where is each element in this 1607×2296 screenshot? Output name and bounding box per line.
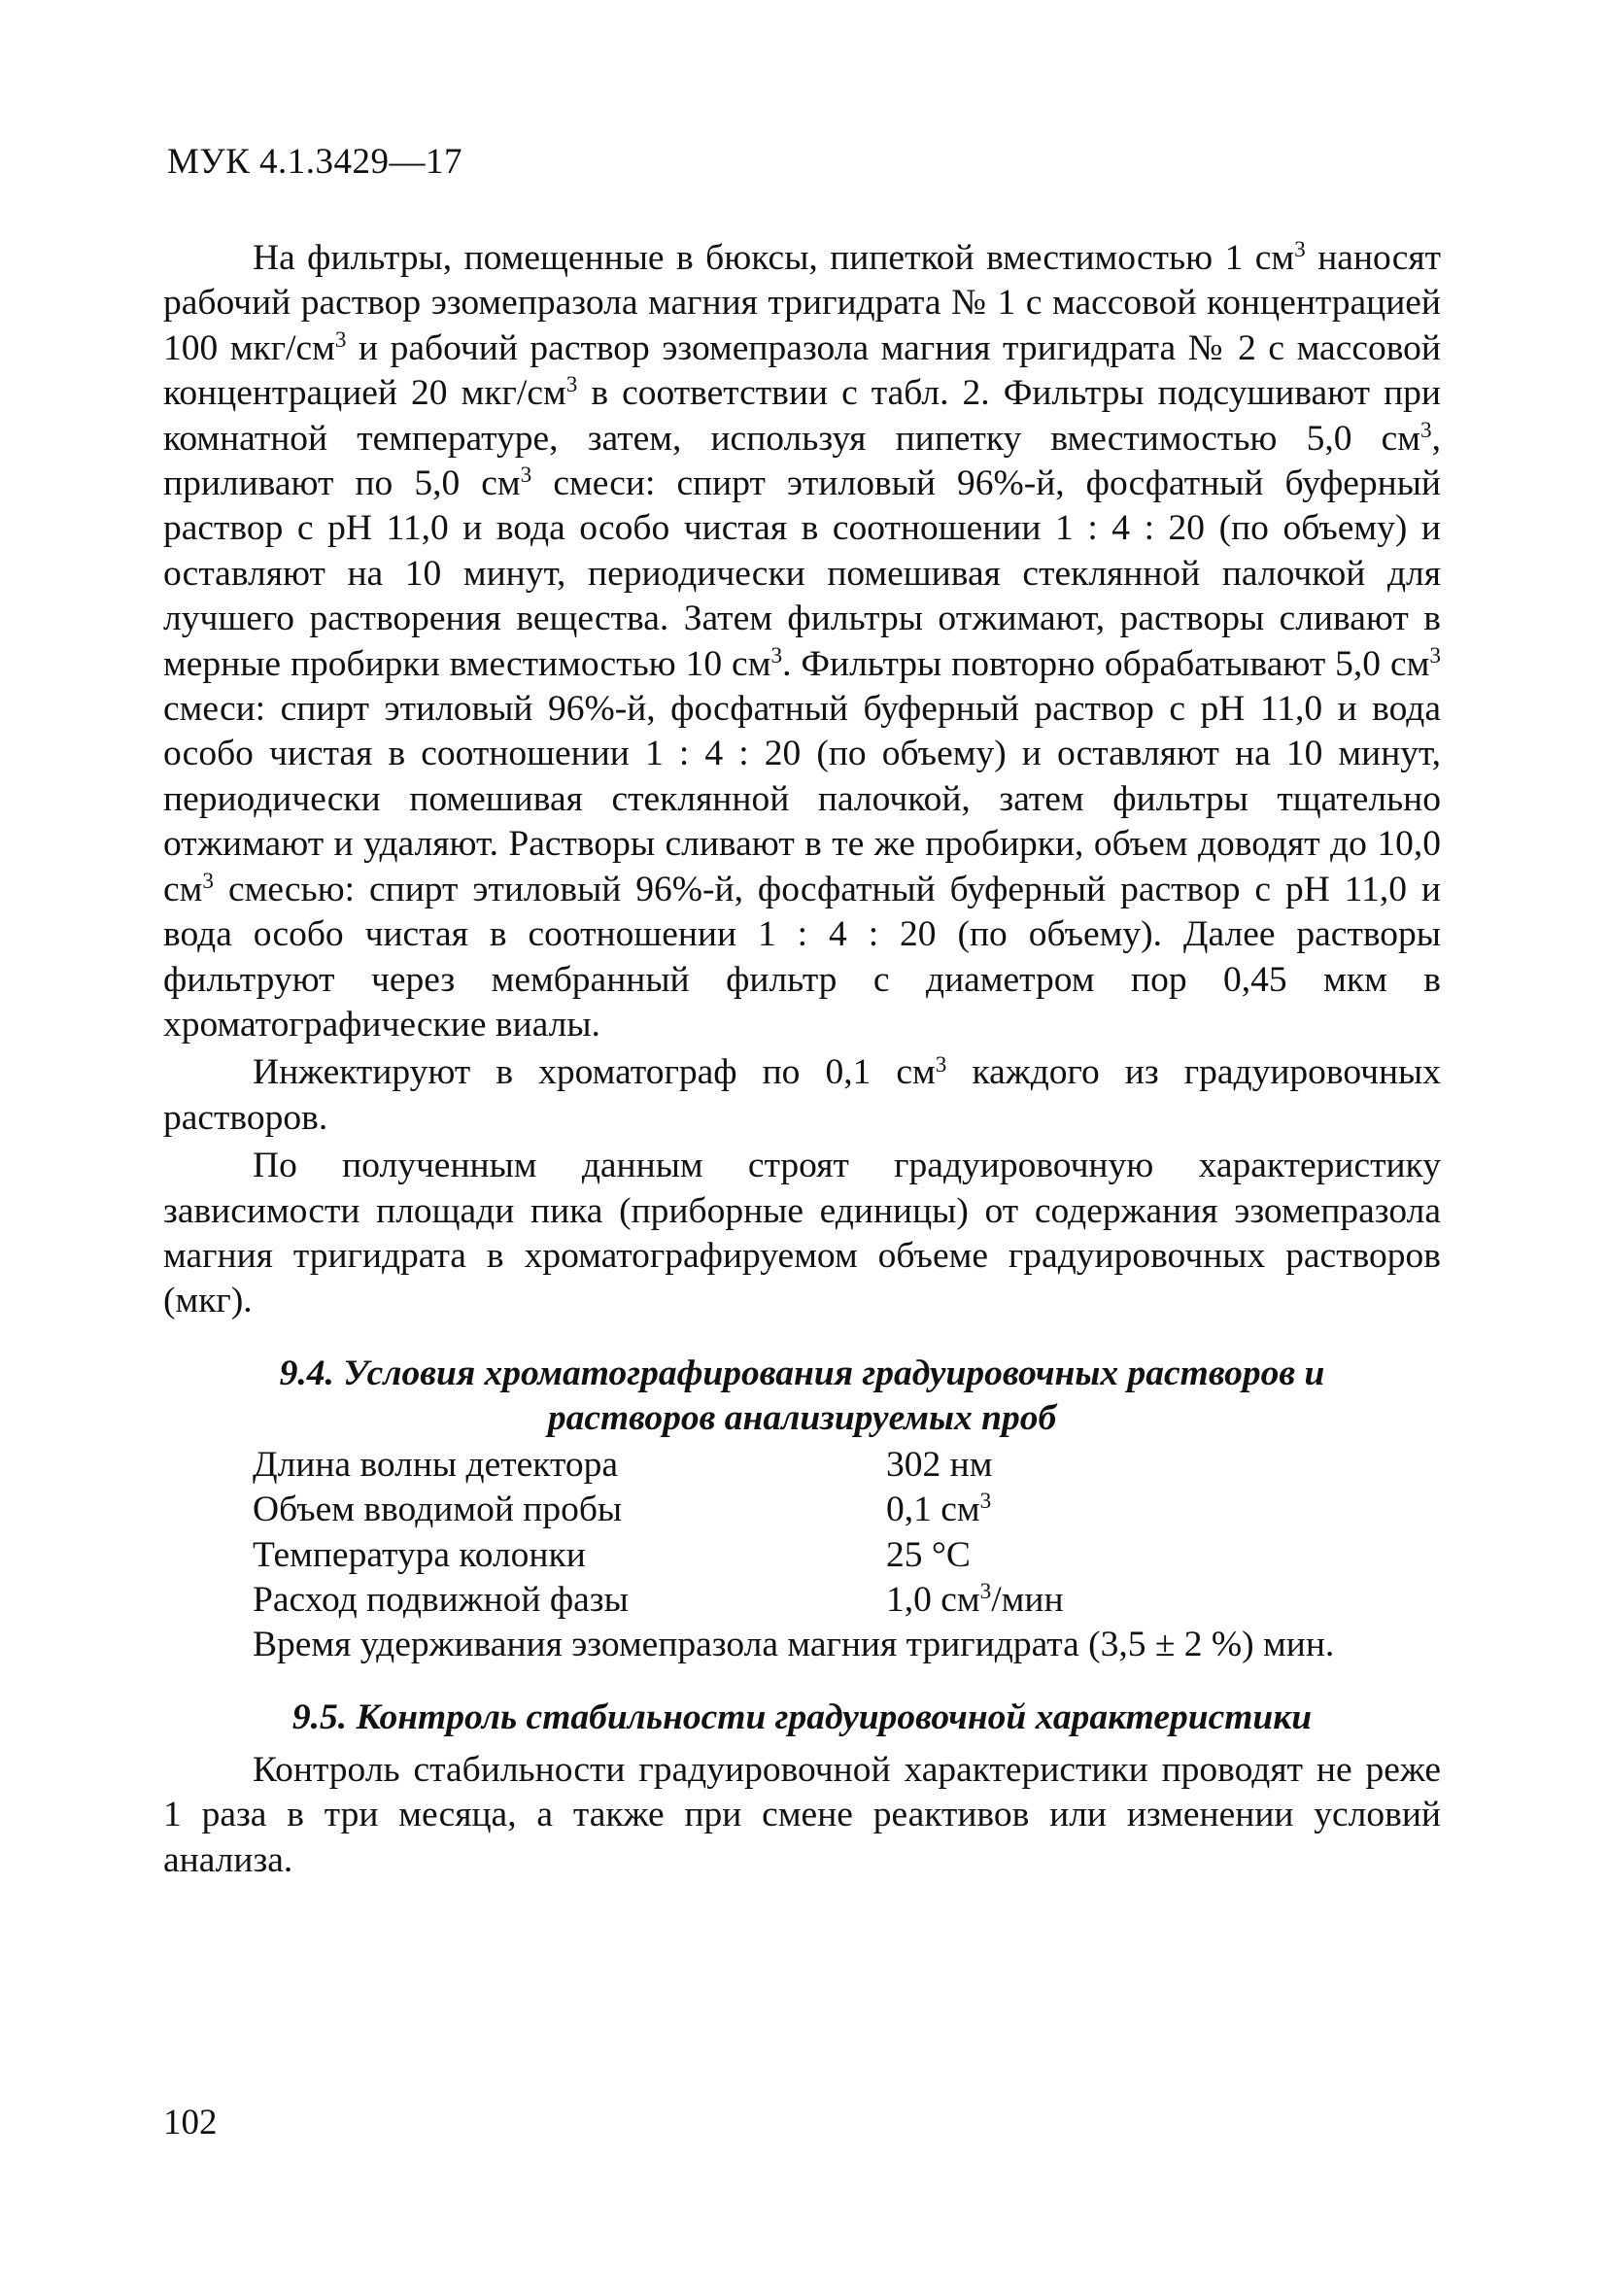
retention-time-line: Время удерживания эзомепразола магния тригидрата (3,5 ± 2 %) мин.	[253, 1625, 1335, 1665]
superscript: 3	[520, 463, 532, 489]
heading-line-2: растворов анализируемых проб	[547, 1397, 1057, 1438]
text-run: На фильтры, помещенные в бюксы, пипеткой вместимостью 1 см	[253, 238, 1295, 278]
parameter-value	[886, 1443, 1441, 1488]
value-text: 25 °С	[886, 1534, 971, 1575]
superscript: 3	[1429, 642, 1441, 668]
page-number: 102	[163, 2103, 218, 2142]
parameter-label: Объем вводимой пробы	[253, 1490, 623, 1530]
paragraph-sample-preparation	[163, 236, 1441, 1047]
paragraph-calibration	[163, 1144, 1441, 1324]
text-run: смесью: спирт этиловый 96%-й, фосфатный буферный раствор с рН 11,0 и вода особо чистая в соотношении 1 : 4 : 20 (по объему). Далее растворы фильтруют через мембранный фильтр с диаметром пор 0,45 мкм в хроматографические виалы.	[163, 869, 1441, 1045]
paragraph-injection	[163, 1050, 1441, 1141]
page-content	[163, 236, 1441, 1883]
text-run: , приливают по 5,0 см	[163, 418, 1441, 504]
parameter-value	[886, 1533, 1441, 1578]
superscript: 3	[979, 1579, 992, 1605]
value-unit: /мин	[991, 1579, 1064, 1620]
text-run: каждого из градуировочных растворов.	[163, 1052, 1441, 1138]
document-code-header: МУК 4.1.3429—17	[167, 142, 463, 182]
value-text: 1,0 см	[886, 1579, 980, 1620]
text-run: и рабочий раствор эзомепразола магния тригидрата № 2 с массовой концентрацией 20 мкг/см	[163, 327, 1441, 414]
text-run: в соответствии с табл. 2. Фильтры подсушивают при комнатной температуре, затем, используя пипетку вместимостью 5,0 см	[163, 373, 1441, 459]
superscript: 3	[770, 642, 783, 668]
text-run: Инжектируют в хроматограф по 0,1 см	[253, 1052, 936, 1093]
superscript: 3	[1294, 237, 1306, 263]
paragraph-stability-control: Контроль стабильности градуировочной характеристики проводят не реже 1 раза в три месяца, а также при смене реактивов или изменении условий анализа.	[163, 1749, 1441, 1880]
parameter-label: Расход подвижной фазы	[253, 1579, 629, 1620]
superscript: 3	[935, 1051, 947, 1078]
superscript: 3	[1420, 417, 1432, 443]
section-heading-9-5: 9.5. Контроль стабильности градуировочной характеристики	[291, 1696, 1313, 1737]
text-run: По полученным данным строят градуировочную характеристику зависимости площади пика (приборные единицы) от содержания эзомепразола магния тригидрата в хроматографируемом объеме градуировочных растворов (мкг).	[163, 1146, 1441, 1321]
superscript: 3	[565, 372, 578, 398]
text-run: наносят рабочий раствор эзомепразола магния тригидрата № 1 с массовой концентрацией 100 мкг/см	[163, 238, 1441, 368]
superscript: 3	[202, 868, 214, 894]
parameter-row	[253, 1443, 1441, 1488]
text-run: смеси: спирт этиловый 96%-й, фосфатный буферный раствор с рН 11,0 и вода особо чистая в соотношении 1 : 4 : 20 (по объему) и оставляют на 10 минут, периодически помешивая стеклянной палочкой, затем фильтры тщательно отжимают и удаляют. Растворы сливают в те же пробирки, объем доводят до 10,0 см	[163, 689, 1441, 909]
text-run: смеси: спирт этиловый 96%-й, фосфатный буферный раствор с рН 11,0 и вода особо чистая в соотношении 1 : 4 : 20 (по объему) и оставляют на 10 минут, периодически помешивая стеклянной палочкой для лучшего растворения вещества. Затем фильтры отжимают, растворы сливают в мерные пробирки вместимостью 10 см	[163, 463, 1441, 684]
parameter-value	[886, 1578, 1441, 1623]
parameter-label: Температура колонки	[253, 1534, 586, 1575]
section-heading-9-4	[163, 1352, 1441, 1441]
value-text: 302 нм	[886, 1444, 993, 1485]
parameter-value	[886, 1488, 1441, 1532]
superscript: 3	[979, 1489, 992, 1515]
parameter-label: Длина волны детектора	[253, 1444, 619, 1485]
text-run: . Фильтры повторно обрабатывают 5,0 см	[782, 643, 1430, 684]
superscript: 3	[334, 327, 347, 354]
parameter-row	[253, 1533, 1441, 1578]
parameter-row	[253, 1578, 1441, 1623]
chromatography-parameters	[163, 1443, 1441, 1624]
value-text: 0,1 см	[886, 1490, 980, 1530]
parameter-row	[253, 1488, 1441, 1532]
heading-line-1: 9.4. Условия хроматографирования градуировочных растворов и	[279, 1353, 1325, 1393]
